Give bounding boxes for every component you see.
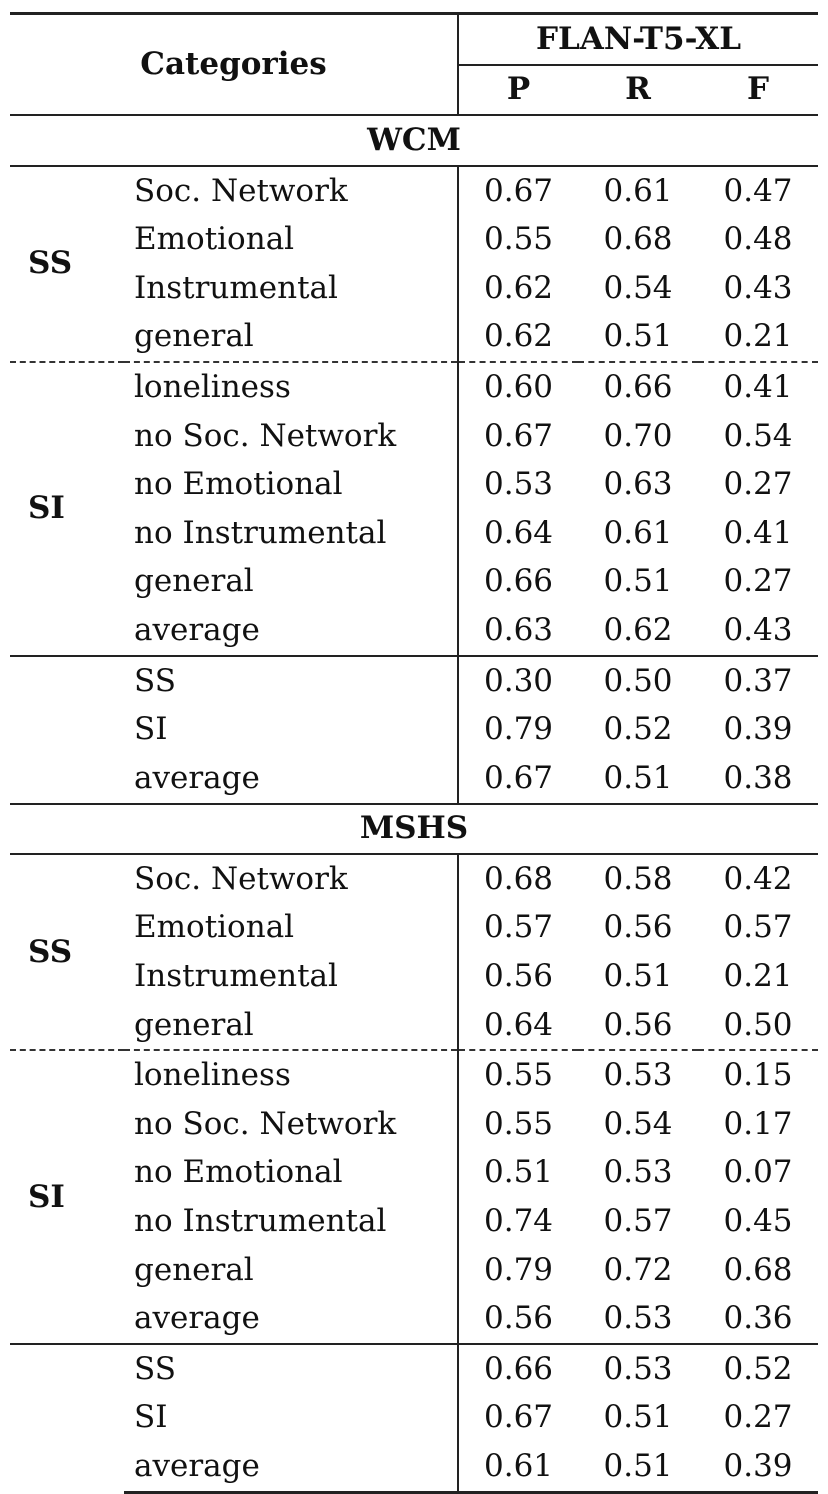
table-row xyxy=(10,705,818,754)
table-body xyxy=(10,115,818,1492)
category-label: SI xyxy=(134,711,168,748)
f-score-header: F xyxy=(747,71,770,108)
category-label: average xyxy=(134,759,260,796)
table-row xyxy=(10,264,818,313)
table-row xyxy=(10,1344,818,1394)
table-row xyxy=(10,1442,818,1492)
model-header: FLAN-T5-XL xyxy=(458,14,818,65)
precision-header: P xyxy=(458,65,578,116)
precision-value: 0.57 xyxy=(458,904,578,953)
recall-value: 0.53 xyxy=(603,1300,673,1337)
ss-group-label: SS xyxy=(10,854,124,1050)
precision-value: 0.30 xyxy=(458,656,578,706)
section-title: MSHS xyxy=(10,804,818,855)
f-score-value: 0.68 xyxy=(723,1251,793,1288)
precision-value: 0.67 xyxy=(458,166,578,216)
precision-value: 0.55 xyxy=(458,1050,578,1100)
category-label: Instrumental xyxy=(134,958,338,995)
category-label: SS xyxy=(124,1344,458,1394)
recall-value: 0.53 xyxy=(603,1154,673,1191)
si-group-label: SI xyxy=(10,362,124,656)
f-score-value: 0.57 xyxy=(723,909,793,946)
recall-value: 0.72 xyxy=(603,1251,673,1288)
recall-value: 0.51 xyxy=(603,318,673,355)
ss-group-label: SS xyxy=(10,166,124,362)
table-row xyxy=(10,1001,818,1051)
recall-value: 0.58 xyxy=(578,854,698,904)
recall-value: 0.70 xyxy=(603,417,673,454)
recall-value: 0.53 xyxy=(578,1050,698,1100)
category-label: no Instrumental xyxy=(134,514,387,551)
table-row xyxy=(10,1246,818,1295)
f-score-value: 0.15 xyxy=(698,1050,818,1100)
f-score-value: 0.27 xyxy=(723,466,793,503)
table-row xyxy=(10,656,818,706)
f-score-value: 0.42 xyxy=(698,854,818,904)
precision-value: 0.74 xyxy=(458,1197,578,1246)
precision-value: 0.66 xyxy=(458,1344,578,1394)
section-row xyxy=(10,115,818,166)
precision-value: 0.56 xyxy=(458,952,578,1001)
recall-value: 0.61 xyxy=(603,514,673,551)
recall-value: 0.68 xyxy=(603,221,673,258)
precision-value: 0.66 xyxy=(458,558,578,607)
recall-header: R xyxy=(625,71,651,108)
f-score-value: 0.50 xyxy=(723,1006,793,1043)
table-row xyxy=(10,509,818,558)
recall-value: 0.51 xyxy=(603,958,673,995)
table-row xyxy=(10,1050,818,1100)
recall-value: 0.63 xyxy=(603,466,673,503)
category-label: general xyxy=(134,1251,254,1288)
category-label: no Emotional xyxy=(134,466,343,503)
f-score-value: 0.17 xyxy=(723,1105,793,1142)
recall-value: 0.52 xyxy=(603,711,673,748)
categories-header: Categories xyxy=(10,14,458,116)
table-row xyxy=(10,606,818,656)
category-label: no Soc. Network xyxy=(134,417,397,454)
precision-value: 0.64 xyxy=(458,1001,578,1051)
precision-value: 0.79 xyxy=(458,1246,578,1295)
si-group-label: SI xyxy=(10,1050,124,1344)
category-label: average xyxy=(134,611,260,648)
recall-value: 0.51 xyxy=(578,1442,698,1492)
f-score-value: 0.47 xyxy=(698,166,818,216)
precision-value: 0.53 xyxy=(458,460,578,509)
f-score-value: 0.36 xyxy=(723,1300,793,1337)
precision-value: 0.67 xyxy=(458,754,578,804)
table-row xyxy=(10,558,818,607)
category-label: SI xyxy=(134,1399,168,1436)
table-row xyxy=(10,362,818,412)
section-title: WCM xyxy=(10,115,818,166)
section-row xyxy=(10,804,818,855)
table-row xyxy=(10,460,818,509)
category-label: no Instrumental xyxy=(134,1203,387,1240)
category-label: no Emotional xyxy=(134,1154,343,1191)
table-row xyxy=(10,904,818,953)
category-label: general xyxy=(134,563,254,600)
precision-value: 0.55 xyxy=(458,1100,578,1149)
table-row xyxy=(10,952,818,1001)
precision-value: 0.62 xyxy=(458,313,578,363)
table-row xyxy=(10,215,818,264)
category-label: loneliness xyxy=(124,1050,458,1100)
table-row xyxy=(10,1294,818,1344)
recall-value: 0.53 xyxy=(578,1344,698,1394)
category-label: average xyxy=(134,1300,260,1337)
f-score-value: 0.27 xyxy=(723,1399,793,1436)
recall-value: 0.56 xyxy=(603,1006,673,1043)
f-score-value: 0.38 xyxy=(723,759,793,796)
header-row-model xyxy=(10,14,818,65)
category-label: general xyxy=(134,318,254,355)
category-label: Soc. Network xyxy=(124,166,458,216)
recall-value: 0.54 xyxy=(603,269,673,306)
f-score-value: 0.43 xyxy=(723,611,793,648)
precision-value: 0.67 xyxy=(458,1394,578,1443)
summary-group-label xyxy=(10,1344,124,1492)
precision-value: 0.51 xyxy=(458,1149,578,1198)
precision-value: 0.64 xyxy=(458,509,578,558)
recall-value: 0.51 xyxy=(603,563,673,600)
table-row xyxy=(10,166,818,216)
f-score-value: 0.41 xyxy=(698,362,818,412)
precision-value: 0.61 xyxy=(458,1442,578,1492)
recall-value: 0.50 xyxy=(578,656,698,706)
precision-value: 0.63 xyxy=(458,606,578,656)
f-score-value: 0.54 xyxy=(723,417,793,454)
table-row xyxy=(10,412,818,461)
f-score-value: 0.39 xyxy=(698,1442,818,1492)
category-label: SS xyxy=(124,656,458,706)
table-row xyxy=(10,1100,818,1149)
summary-group-label xyxy=(10,656,124,804)
table-row xyxy=(10,1149,818,1198)
precision-value: 0.68 xyxy=(458,854,578,904)
category-label: no Soc. Network xyxy=(134,1105,397,1142)
category-label: Instrumental xyxy=(134,269,338,306)
f-score-value: 0.37 xyxy=(698,656,818,706)
precision-value: 0.62 xyxy=(458,264,578,313)
category-label: Emotional xyxy=(134,221,295,258)
recall-value: 0.51 xyxy=(603,1399,673,1436)
recall-value: 0.61 xyxy=(578,166,698,216)
category-label: general xyxy=(134,1006,254,1043)
table-row xyxy=(10,313,818,363)
f-score-value: 0.52 xyxy=(698,1344,818,1394)
table-row xyxy=(10,854,818,904)
category-label: average xyxy=(124,1442,458,1492)
category-label: Soc. Network xyxy=(124,854,458,904)
f-score-value: 0.07 xyxy=(723,1154,793,1191)
f-score-value: 0.21 xyxy=(723,958,793,995)
recall-value: 0.66 xyxy=(578,362,698,412)
recall-value: 0.56 xyxy=(603,909,673,946)
table-row xyxy=(10,1197,818,1246)
precision-value: 0.79 xyxy=(458,705,578,754)
f-score-value: 0.48 xyxy=(723,221,793,258)
category-label: Emotional xyxy=(134,909,295,946)
precision-value: 0.55 xyxy=(458,215,578,264)
category-label: loneliness xyxy=(124,362,458,412)
f-score-value: 0.39 xyxy=(723,711,793,748)
f-score-value: 0.43 xyxy=(723,269,793,306)
results-table xyxy=(10,12,818,1494)
precision-value: 0.67 xyxy=(458,412,578,461)
f-score-value: 0.27 xyxy=(723,563,793,600)
f-score-value: 0.41 xyxy=(723,514,793,551)
recall-value: 0.51 xyxy=(603,759,673,796)
recall-value: 0.62 xyxy=(603,611,673,648)
recall-value: 0.57 xyxy=(603,1203,673,1240)
table-row xyxy=(10,754,818,804)
recall-value: 0.54 xyxy=(603,1105,673,1142)
f-score-value: 0.21 xyxy=(723,318,793,355)
f-score-value: 0.45 xyxy=(723,1203,793,1240)
table-row xyxy=(10,1394,818,1443)
precision-value: 0.60 xyxy=(458,362,578,412)
precision-value: 0.56 xyxy=(458,1294,578,1344)
